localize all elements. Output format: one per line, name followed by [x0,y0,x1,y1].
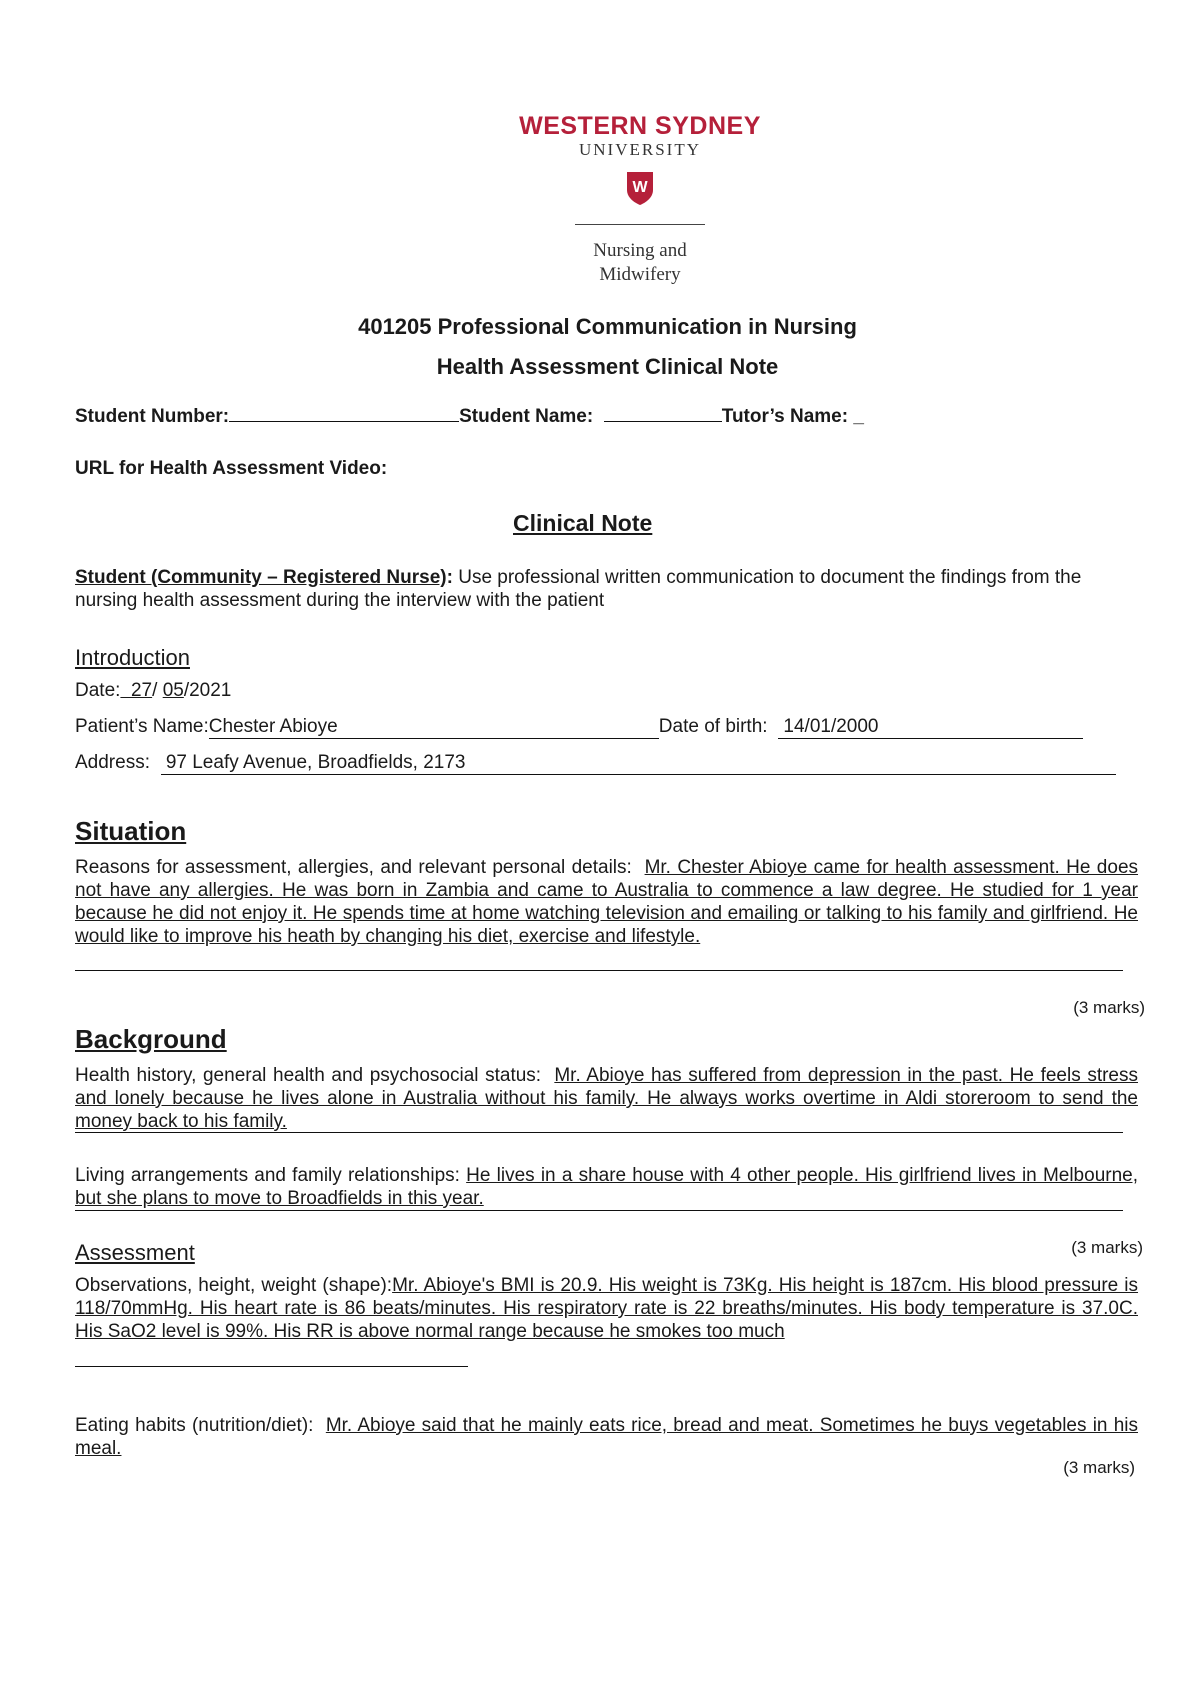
patient-name-label: Patient’s Name: [75,716,209,737]
tutor-name-value: _ [853,406,864,427]
situation-marks: (3 marks) [1073,998,1145,1017]
logo-faculty-line-1: Nursing and [593,240,687,261]
living-answer-rule [75,1210,1123,1211]
eating-prompt: Eating habits (nutrition/diet): [75,1415,314,1436]
role-label: Student (Community – Registered Nurse) [75,567,447,588]
unit-title: 401205 Professional Communication in Nursing [358,314,857,339]
situation-prompt: Reasons for assessment, allergies, and relevant personal details: [75,857,632,878]
student-number-field[interactable] [229,421,459,422]
patient-name-field[interactable] [209,716,659,739]
dob-field[interactable] [778,716,1083,739]
address-field[interactable] [161,752,1116,775]
situation-paragraph [75,856,1138,948]
document-title: Health Assessment Clinical Note [436,354,779,379]
shield-letter: W [632,179,648,196]
student-number-label: Student Number: [75,406,230,427]
living-prompt: Living arrangements and family relationships: [75,1165,460,1186]
logo-faculty-line-2: Midwifery [599,264,681,285]
shield-icon [495,170,785,210]
date-label: Date: [75,680,121,701]
assessment-observations-paragraph [75,1274,1138,1343]
living-answer: He lives in a share house with 4 other people. His girlfriend lives in Melbourne, but she plans to move to Broadfields in this year. [75,1165,1138,1209]
situation-answer-rule [75,970,1123,971]
introduction-heading: Introduction [75,645,190,670]
background-history-paragraph [75,1064,1138,1133]
eating-answer: Mr. Abioye said that he mainly eats rice, bread and meat. Sometimes he buys vegetables in his meal. [75,1415,1138,1459]
assessment-marks-bottom: (3 marks) [1063,1458,1135,1477]
eating-habits-paragraph [75,1414,1138,1460]
logo-brand-text: WESTERN SYDNEY [519,112,761,140]
dob-label: Date of birth: [658,716,768,737]
clinical-note-heading: Clinical Note [513,510,653,536]
history-answer-rule [75,1132,1123,1133]
patient-name-value: Chester Abioye [208,716,338,737]
background-heading: Background [75,1024,227,1054]
assessment-marks-top: (3 marks) [1071,1238,1143,1257]
date-year: /2021 [183,680,232,701]
student-name-label: Student Name: [459,406,594,427]
situation-answer: Mr. Chester Abioye came for health assessment. He does not have any allergies. He was born in Zambia and came to Australia to commence a law degree. He studied for 1 year because he did not enjoy it. He spends time at home watching television and emailing or talking to his family and girlfriend. He would like to improve his heath by changing his diet, exercise and lifestyle. [75,857,1139,947]
situation-heading: Situation [75,816,187,846]
logo-university-text: UNIVERSITY [579,140,701,159]
role-instruction [75,566,1140,612]
observations-answer-rule [75,1366,468,1367]
history-prompt: Health history, general health and psychosocial status: [75,1065,542,1086]
assessment-heading: Assessment [75,1240,195,1265]
address-value: 97 Leafy Avenue, Broadfields, 2173 [165,752,466,773]
history-answer: Mr. Abioye has suffered from depression in the past. He feels stress and lonely because he lives alone in Australia without his family. He always works overtime in Aldi storeroom to send the money back to his family. [75,1065,1138,1132]
tutor-name-label: Tutor’s Name: [721,406,849,427]
logo-divider [575,224,705,225]
role-instruction-text: Use professional written communication to document the findings from the nursing health assessment during the interview with the patient [75,567,1082,611]
university-logo [495,112,785,287]
date-line: Date: 27/ 05/2021 [75,680,232,701]
date-day: 27 [130,680,153,701]
student-name-field[interactable] [604,421,722,422]
patient-name-line [75,716,1083,739]
background-living-paragraph [75,1164,1138,1210]
observations-answer: Mr. Abioye's BMI is 20.9. His weight is 73Kg. His height is 187cm. His blood pressure is 118/70mmHg. His heart rate is 86 beats/minutes. His respiratory rate is 22 breaths/minutes. His body temperature is 37.0C. His SaO2 level is 99%. His RR is above normal range because he smokes too much [75,1275,1139,1342]
date-month: 05 [162,680,184,701]
video-url-label: URL for Health Assessment Video: [75,458,388,479]
observations-prompt: Observations, height, weight (shape): [75,1275,393,1296]
address-line [75,752,1116,775]
role-colon: : [446,567,453,588]
address-label: Address: [75,752,150,773]
student-info-line [75,406,864,428]
dob-value: 14/01/2000 [783,716,879,737]
